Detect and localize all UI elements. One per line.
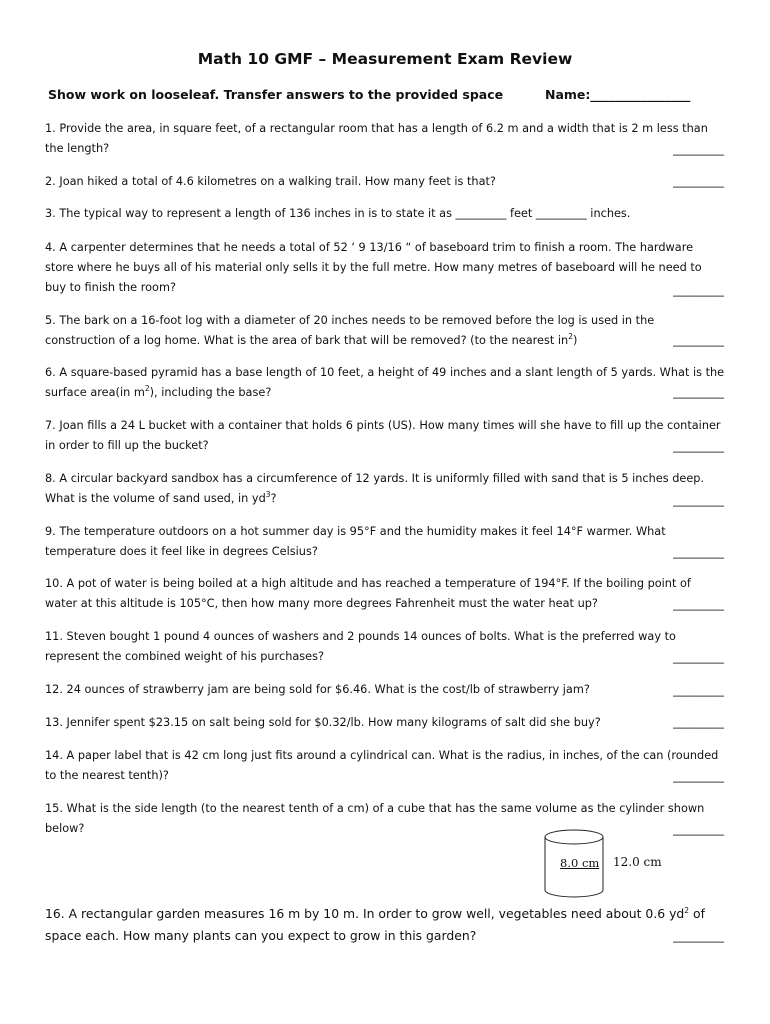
- instructions: Show work on looseleaf. Transfer answers to the provided space: [48, 87, 504, 102]
- page-title: Math 10 GMF – Measurement Exam Review: [197, 50, 573, 68]
- question-6: 6. A square-based pyramid has a base length of 10 feet, a height of 49 inches and a slant length of 5 yards. What is the surface area(in $m^2$), including the base?: [45, 366, 725, 399]
- question-3: 3. The typical way to represent a length of 136 inches in is to state it as _________ feet _________ inches.: [45, 207, 631, 220]
- question-15: 15. What is the side length (to the nearest tenth of a cm) of a cube that has the same volume as the cylinder shown below?: [45, 802, 705, 835]
- cylinder-height-label: 12.0 cm: [613, 855, 662, 869]
- question-4: 4. A carpenter determines that he needs a total of 52 ‘ 9 13/16 “ of baseboard trim to finish a room. The hardware store where he buys all of his material only sells it by the full metre. How many metres of baseboard will he need to buy to finish the room?: [45, 241, 702, 294]
- answer-blank-6[interactable]: _________: [673, 386, 724, 399]
- answer-blank-11[interactable]: _________: [673, 651, 724, 664]
- answer-blank-14[interactable]: _________: [673, 770, 724, 783]
- answer-blank-15[interactable]: _________: [673, 823, 724, 836]
- answer-blank-5[interactable]: _________: [673, 334, 724, 347]
- cylinder-diameter-label: 8.0 cm: [560, 856, 600, 870]
- answer-blank-1[interactable]: _________: [673, 143, 724, 156]
- question-13: 13. Jennifer spent $23.15 on salt being sold for $0.32/lb. How many kilograms of salt did she buy?: [45, 716, 601, 729]
- answer-blank-10[interactable]: _________: [673, 598, 724, 611]
- question-12: 12. 24 ounces of strawberry jam are being sold for $6.46. What is the cost/lb of strawberry jam?: [45, 683, 590, 696]
- answer-blank-2[interactable]: _________: [673, 175, 724, 188]
- answer-blank-9[interactable]: _________: [673, 546, 724, 559]
- question-10: 10. A pot of water is being boiled at a high altitude and has reached a temperature of 194°F. If the boiling point of water at this altitude is 105°C, then how many more degrees Fahrenheit must the water heat up?: [45, 577, 691, 610]
- question-14: 14. A paper label that is 42 cm long just fits around a cylindrical can. What is the radius, in inches, of the can (rounded to the nearest tenth)?: [45, 749, 719, 782]
- answer-blank-4[interactable]: _________: [673, 284, 724, 297]
- answer-blank-12[interactable]: _________: [673, 684, 724, 697]
- question-1: 1. Provide the area, in square feet, of a rectangular room that has a length of 6.2 m and a width that is 2 m less than the length?: [45, 122, 708, 155]
- answer-blank-7[interactable]: _________: [673, 440, 724, 453]
- question-5: 5. The bark on a 16-foot log with a diameter of 20 inches needs to be removed before the log is used in the construction of a log home. What is the area of bark that will be removed? (to the nearest $in^2$): [45, 314, 655, 347]
- name-field[interactable]: Name:________________: [545, 87, 691, 102]
- question-11: 11. Steven bought 1 pound 4 ounces of washers and 2 pounds 14 ounces of bolts. What is the preferred way to represent the combined weight of his purchases?: [45, 630, 676, 663]
- answer-blank-13[interactable]: _________: [673, 716, 724, 729]
- answer-blank-16[interactable]: _________: [673, 930, 724, 943]
- answer-blank-8[interactable]: _________: [673, 494, 724, 507]
- question-2: 2. Joan hiked a total of 4.6 kilometres on a walking trail. How many feet is that?: [45, 175, 496, 188]
- question-8: 8. A circular backyard sandbox has a circumference of 12 yards. It is uniformly filled with sand that is 5 inches deep. What is the volume of sand used, in $yd^3$?: [45, 472, 705, 505]
- question-9: 9. The temperature outdoors on a hot summer day is 95°F and the humidity makes it feel 14°F warmer. What temperature does it feel like in degrees Celsius?: [45, 525, 666, 558]
- question-16: 16. A rectangular garden measures 16 m by 10 m. In order to grow well, vegetables need about 0.6 $yd^2$ of space each. How many plants can you expect to grow in this garden?: [45, 905, 705, 943]
- question-7: 7. Joan fills a 24 L bucket with a container that holds 6 pints (US). How many times will she have to fill up the container in order to fill up the bucket?: [45, 419, 721, 452]
